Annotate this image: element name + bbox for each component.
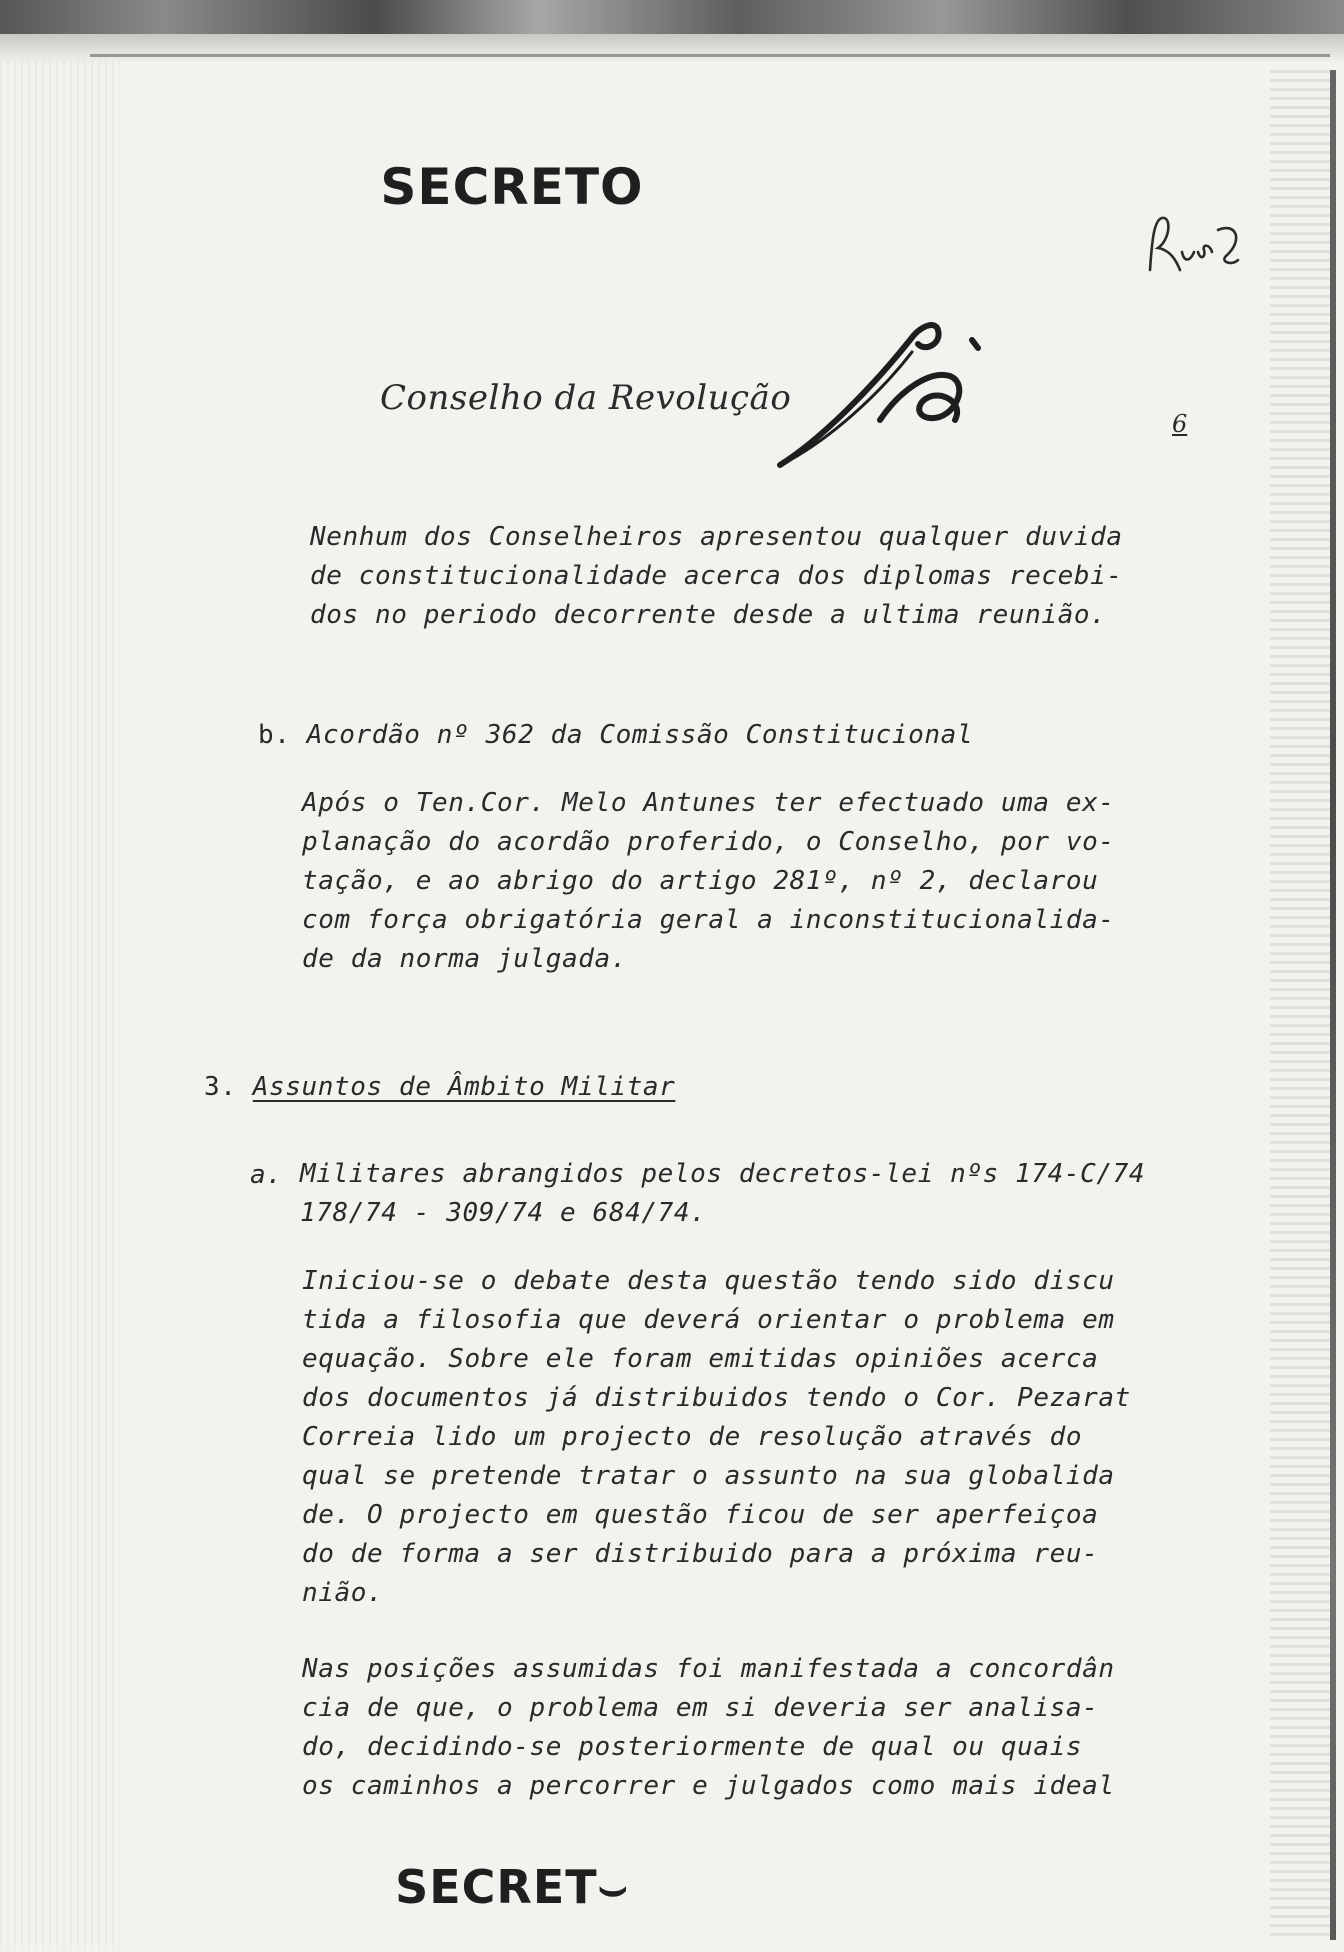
paragraph-acordao: Após o Ten.Cor. Melo Antunes ter efectuado uma ex- planação do acordão proferido, o Conselho, por vo- tação, e ao abrigo do artigo 281º, nº 2, declarou com força obrigatória geral a inconstitucionalida- de da norma julgada. [302, 788, 1115, 974]
item-a-title: Militares abrangidos pelos decretos-lei nºs 174-C/74 178/74 - 309/74 e 684/74. [300, 1159, 1146, 1228]
item-b-heading [258, 720, 973, 750]
paragraph-constitutionality: Nenhum dos Conselheiros apresentou qualquer duvida de constitucionalidade acerca dos diplomas recebi- dos no periodo decorrente desde a ultima reunião. [310, 522, 1123, 630]
classification-mark-bottom: SECRET⌣ [395, 1860, 629, 1914]
page-number: 6 [1172, 410, 1188, 438]
section-3-number: 3. [204, 1072, 237, 1102]
paragraph-debate: Iniciou-se o debate desta questão tendo sido discu tida a filosofia que deverá orientar o problema em equação. Sobre ele foram emitidas opiniões acerca dos documentos já distribuidos tendo o Cor. Pezarat Correia lido um projecto de resolução através do qual se pretende tratar o assunto na sua globalida de. O projecto em questão ficou de ser aperfeiçoa do de forma a ser distribuido para a próxima reu- nião. [302, 1266, 1131, 1608]
paragraph-positions: Nas posições assumidas foi manifestada a concordân cia de que, o problema em si deveria ser analisa- do, decidindo-se posteriormente de qual ou quais os caminhos a percorrer e julgados como mais ideal [302, 1654, 1115, 1801]
scan-artifact-right-edge [1330, 70, 1336, 1940]
item-b-title: Acordão nº 362 da Comissão Constitucional [306, 720, 974, 750]
item-b-number: b. [258, 720, 291, 750]
section-3-title: Assuntos de Âmbito Militar [252, 1072, 676, 1102]
signature [760, 300, 1020, 480]
item-a-number: a. [250, 1160, 283, 1190]
scan-artifact-rule [90, 54, 1330, 57]
scan-artifact-top [0, 0, 1344, 34]
handwritten-initials [1140, 200, 1270, 290]
scan-artifact-right-noise [1270, 70, 1330, 1940]
classification-mark-top: SECRETO [380, 158, 644, 216]
section-3-heading [204, 1072, 675, 1102]
scan-artifact-fade [0, 34, 1344, 64]
scan-artifact-left [0, 60, 120, 1950]
letterhead: Conselho da Revolução [380, 378, 792, 418]
